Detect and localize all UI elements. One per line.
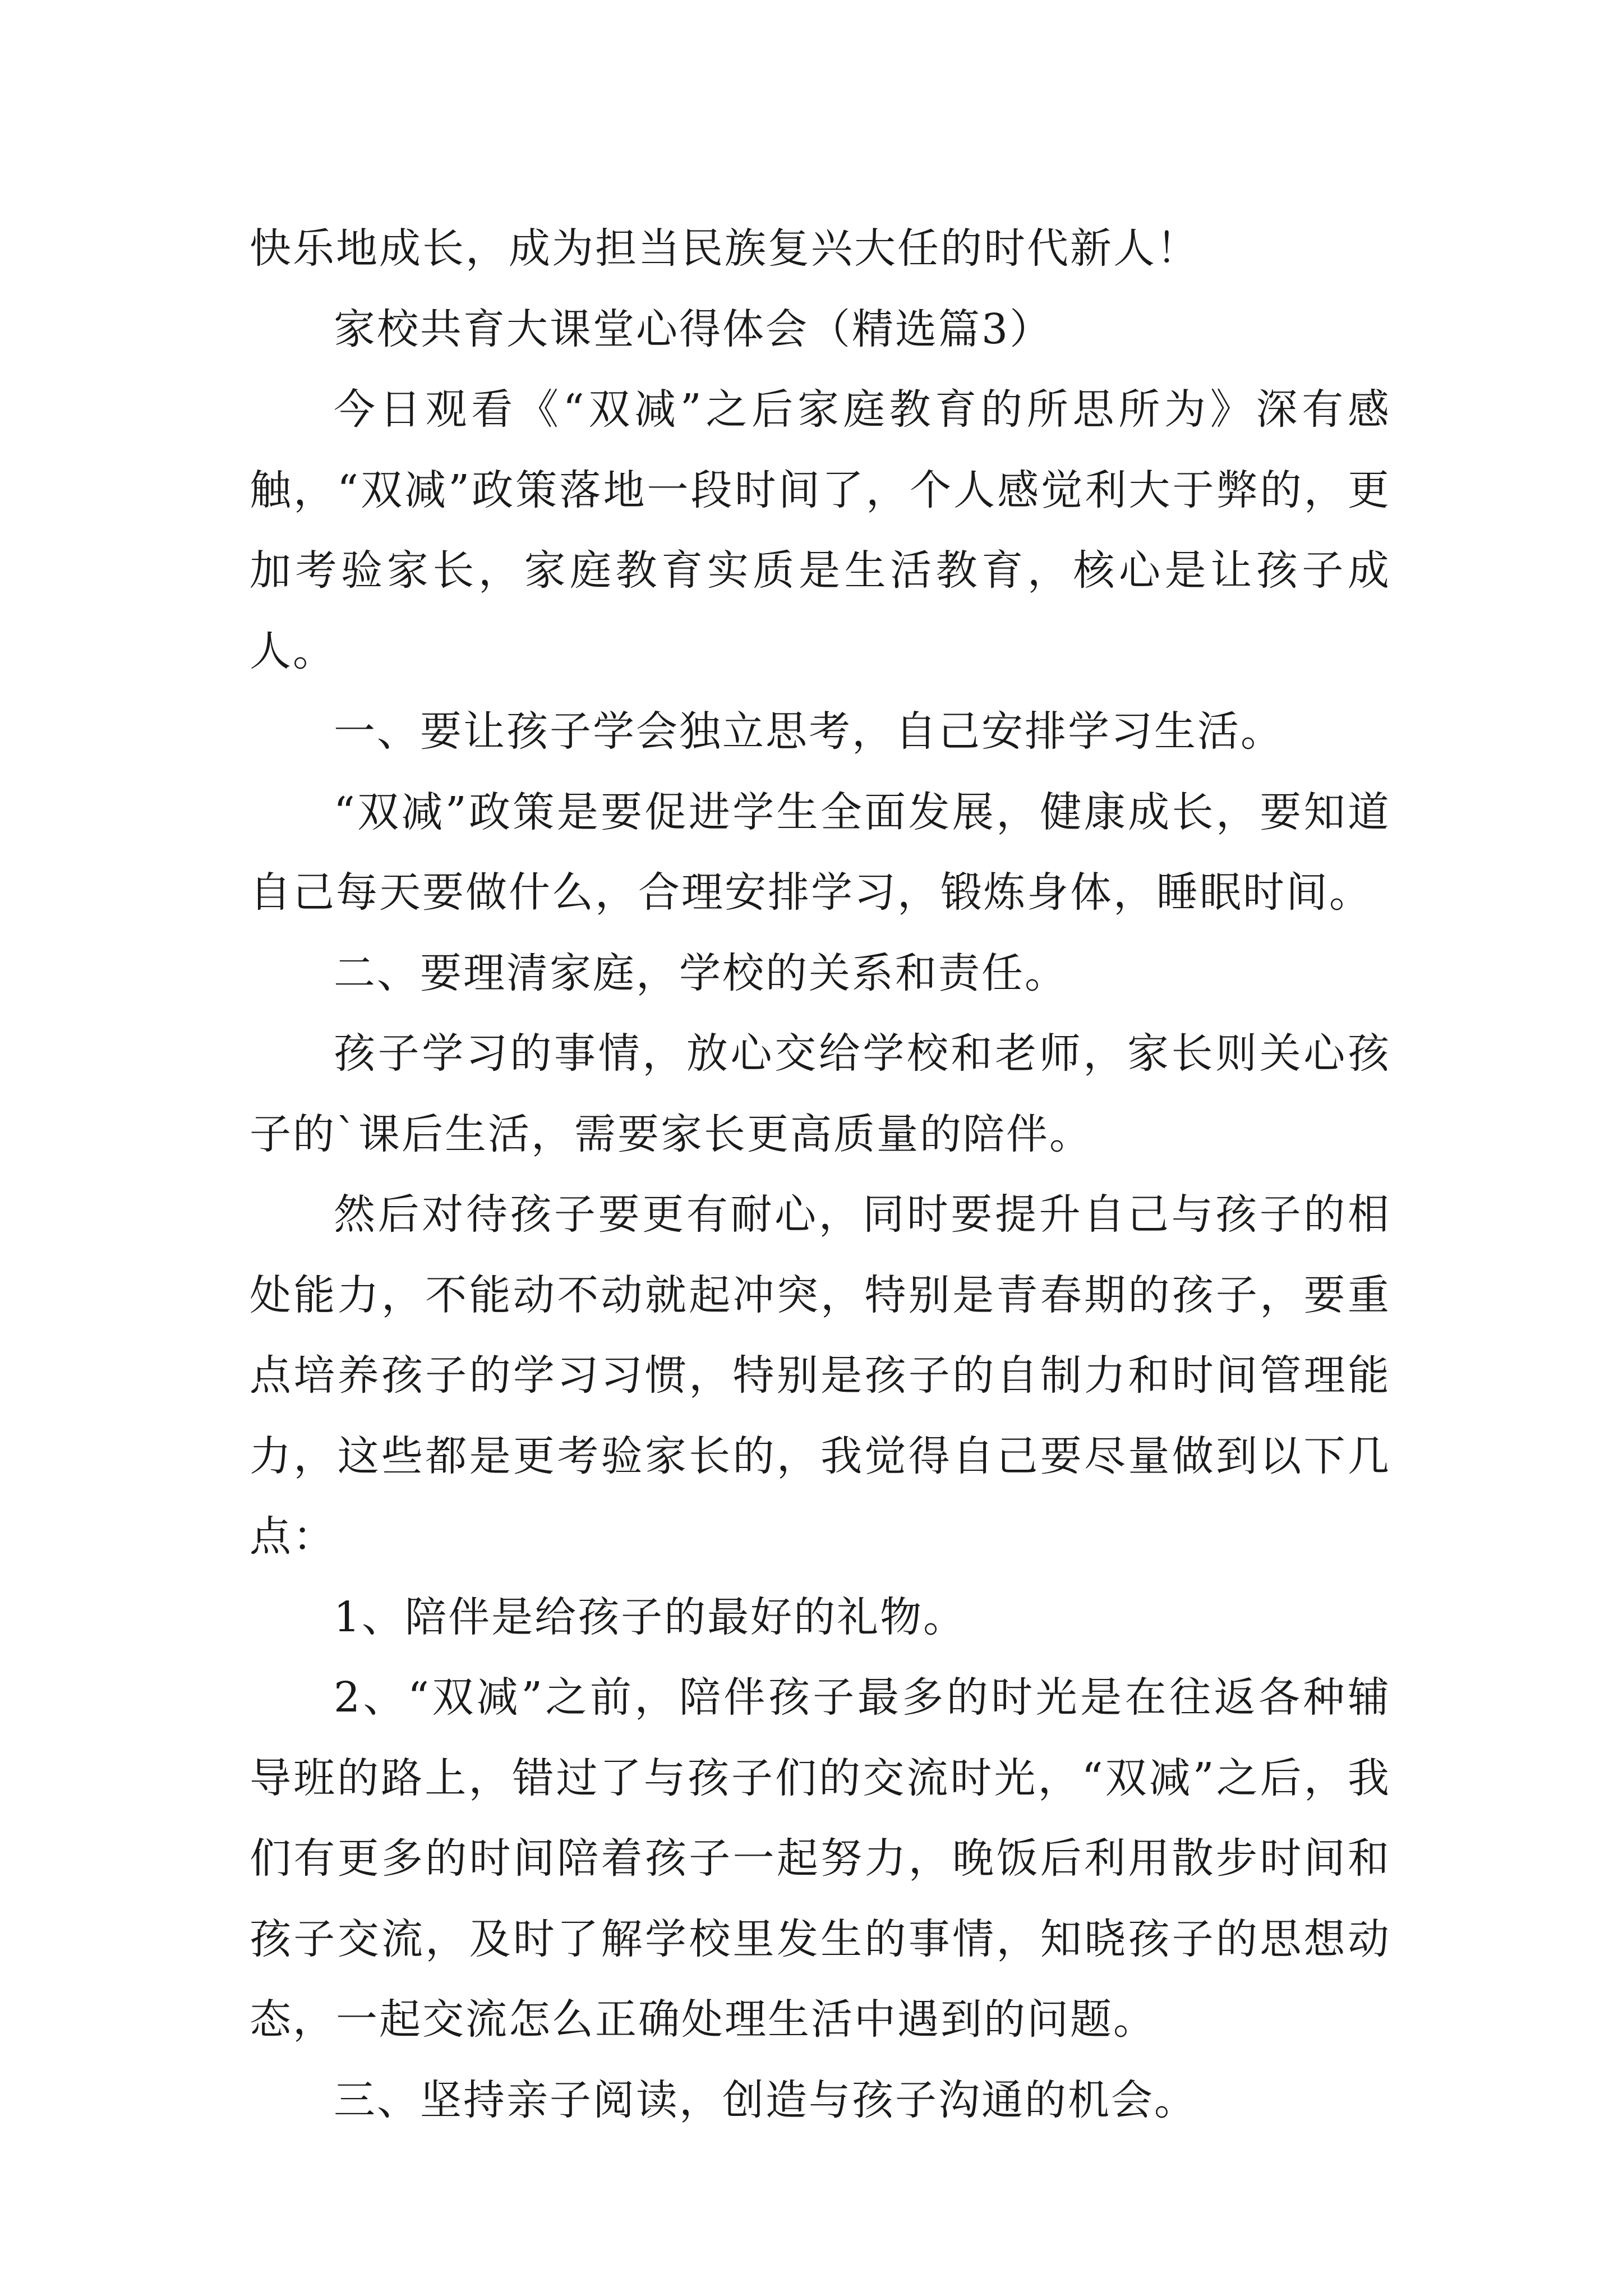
- paragraph-continuation: 快乐地成长，成为担当民族复兴大任的时代新人！: [250, 224, 1200, 273]
- section-heading: 家校共育大课堂心得体会（精选篇3）: [334, 305, 1053, 353]
- point-heading-1: 一、要让孩子学会独立思考，自己安排学习生活。: [334, 707, 1284, 756]
- paragraph: 今日观看《“双减”之后家庭教育的所思所为》深有感触，“双减”政策落地一段时间了，个人感觉利大于弊的，更加考验家长，家庭教育实质是生活教育，核心是让孩子成人。: [250, 385, 1391, 675]
- paragraph: 孩子学习的事情，放心交给学校和老师，家长则关心孩子的`课后生活，需要家长更高质量的陪伴。: [250, 1029, 1391, 1158]
- paragraph: 然后对待孩子要更有耐心，同时要提升自己与孩子的相处能力，不能动不动就起冲突，特别是青春期的孩子，要重点培养孩子的学习习惯，特别是孩子的自制力和时间管理能力，这些都是更考验家长的，我觉得自己要尽量做到以下几点：: [250, 1190, 1391, 1561]
- point-heading-3: 三、坚持亲子阅读，创造与孩子沟通的机会。: [334, 2076, 1197, 2124]
- point-heading-2: 二、要理清家庭，学校的关系和责任。: [334, 949, 1068, 997]
- list-item-2: 2、“双减”之前，陪伴孩子最多的时光是在往返各种辅导班的路上，错过了与孩子们的交流时光，“双减”之后，我们有更多的时间陪着孩子一起努力，晚饭后利用散步时间和孩子交流，及时了解学校里发生的事情，知晓孩子的思想动态，一起交流怎么正确处理生活中遇到的问题。: [250, 1673, 1391, 2044]
- paragraph: “双减”政策是要促进学生全面发展，健康成长，要知道自己每天要做什么，合理安排学习，锻炼身体，睡眠时间。: [250, 788, 1391, 917]
- list-item-1: 1、陪伴是给孩子的最好的礼物。: [334, 1593, 967, 1641]
- document-body: [250, 209, 1391, 2141]
